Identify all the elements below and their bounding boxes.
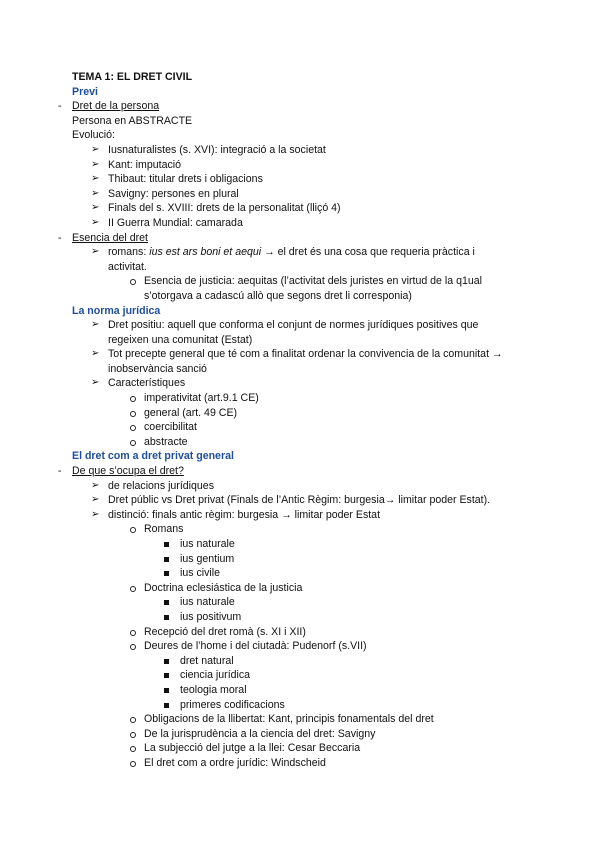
list-item [0,245,600,260]
square-bullet-icon [164,703,169,708]
list-item-text: Doctrina eclesiástica de la justicia [144,581,303,594]
list-item [0,216,600,231]
list-item-text: coercibilitat [144,421,197,434]
list-item [0,639,600,654]
circle-bullet-icon [130,440,136,446]
latin-maxim: ius est ars boni et aequi [149,246,262,259]
section-heading-dret-privat: El dret com a dret privat general [72,450,234,463]
list-item-text: Savigny: persones en plural [108,187,239,200]
arrow-bullet-icon: ➢ [91,202,100,214]
list-item: - Dret de la persona [58,100,160,113]
circle-bullet-icon [130,425,136,431]
circle-bullet-icon [130,586,136,592]
square-bullet-icon [164,557,169,562]
list-item [0,274,600,289]
arrow-bullet-icon: ➢ [91,377,100,389]
circle-bullet-icon [130,396,136,402]
text-line [0,114,600,129]
square-bullet-icon [164,615,169,620]
text-continuation [0,333,600,348]
arrow-bullet-icon: ➢ [91,508,100,520]
list-item [0,537,600,552]
list-item-text: primeres codificacions [180,698,285,711]
list-item [0,347,600,362]
text-continuation [0,260,600,275]
list-item-text: s’otorgava a cadascú allò que segons dret li corresponia) [144,289,412,302]
list-item: - De que s’ocupa el dret? [58,465,184,478]
list-item-text: Thibaut: titular drets i obligacions [108,173,263,186]
square-bullet-icon [164,673,169,678]
list-item-text: Característiques [108,377,186,390]
list-item [0,625,600,640]
list-item-text: imperativitat (art.9.1 CE) [144,392,259,405]
text-continuation [0,289,600,304]
section-heading-previ: Previ [72,85,98,98]
list-item-text: Kant: imputació [108,158,182,171]
list-item-text: inobservància sanció [108,362,207,375]
circle-bullet-icon [130,411,136,417]
list-item [0,172,600,187]
list-item [0,683,600,698]
list-item-text: Esencia de justicia: aequitas (l’activitat dels juristes en virtud de la q1ual [144,275,483,288]
arrow-bullet-icon: ➢ [91,216,100,228]
subheading-esencia-dret: Esencia del dret [72,231,148,244]
list-item [0,420,600,435]
section-heading-norma: La norma jurídica [72,304,161,317]
list-item-text: de relacions jurídiques [108,479,214,492]
text-line [0,128,600,143]
arrow-bullet-icon: ➢ [91,187,100,199]
list-item [0,595,600,610]
list-item [0,479,600,494]
circle-bullet-icon [130,746,136,752]
list-item-text: El dret com a ordre jurídic: Windscheid [144,756,326,769]
list-item [0,493,600,508]
list-item-text: ius civile [180,567,221,580]
arrow-bullet-icon: ➢ [91,143,100,155]
romans-rest: → el dret és una cosa que requeria pràctica i [261,246,475,259]
text-evolucio: Evolució: [72,129,115,142]
square-bullet-icon [164,688,169,693]
arrow-bullet-icon: ➢ [91,246,100,258]
list-item-text: Recepció del dret romà (s. XI i XII) [144,625,306,638]
arrow-bullet-icon: ➢ [91,348,100,360]
list-item-text [108,245,475,260]
list-item [0,201,600,216]
section-heading-line [0,304,600,319]
arrow-bullet-icon: ➢ [91,158,100,170]
list-item-text: Iusnaturalistes (s. XVI): integració a la societat [108,143,326,156]
list-item [0,741,600,756]
list-item-text: Tot precepte general que té com a finalitat ordenar la convivencia de la comunitat → [108,348,503,361]
list-item [0,610,600,625]
list-item [0,552,600,567]
list-item [0,654,600,669]
text-persona-abstracte: Persona en ABSTRACTE [72,114,193,127]
doc-title: TEMA 1: EL DRET CIVIL [72,71,193,83]
title-line [0,70,600,85]
square-bullet-icon [164,600,169,605]
circle-bullet-icon [130,717,136,723]
circle-bullet-icon [130,644,136,650]
list-item-text: regeixen una comunitat (Estat) [108,333,253,346]
list-item [0,698,600,713]
list-item [0,391,600,406]
circle-bullet-icon [130,630,136,636]
list-item-text: dret natural [180,654,234,667]
romans-label: romans: [108,246,150,259]
arrow-bullet-icon: ➢ [91,479,100,491]
list-item [0,756,600,771]
square-bullet-icon [164,542,169,547]
list-item [0,318,600,333]
list-item [0,581,600,596]
list-item [0,406,600,421]
square-bullet-icon [164,571,169,576]
list-item [0,712,600,727]
list-item [0,158,600,173]
section-heading-line [0,85,600,100]
list-item-text: ius positivum [180,610,242,623]
list-item-text: De la jurisprudència a la ciencia del dret: Savigny [144,727,376,740]
list-item [0,566,600,581]
section-heading-line [0,449,600,464]
subheading-dret-persona: Dret de la persona [72,100,160,113]
list-item-text: abstracte [144,435,188,448]
list-item [0,376,600,391]
list-item-text: Romans [144,523,184,536]
list-item-text: Dret positiu: aquell que conforma el conjunt de normes jurídiques positives que [108,319,479,332]
arrow-bullet-icon: ➢ [91,173,100,185]
list-item-text: II Guerra Mundial: camarada [108,216,243,229]
list-item [0,668,600,683]
circle-bullet-icon [130,732,136,738]
square-bullet-icon [164,659,169,664]
circle-bullet-icon [130,761,136,767]
list-item-text: ius naturale [180,538,235,550]
list-item [0,435,600,450]
list-item-text: Finals del s. XVIII: drets de la personalitat (lliçó 4) [108,202,341,215]
arrow-bullet-icon: ➢ [91,494,100,506]
arrow-bullet-icon: ➢ [91,319,100,331]
list-item-text: ciencia jurídica [180,669,251,682]
document-page [0,70,600,771]
list-item [0,187,600,202]
list-item [0,143,600,158]
subheading-de-que: De que s’ocupa el dret? [72,465,184,478]
list-item-text: ius naturale [180,596,235,609]
list-item-text: activitat. [108,260,147,273]
list-item [0,727,600,742]
list-item-text: Obligacions de la llibertat: Kant, principis fonamentals del dret [144,713,434,726]
list-item-text: Deures de l’home i del ciutadà: Pudenorf (s.VII) [144,640,367,653]
list-item-text: ius gentium [180,552,235,565]
list-item-text: general (art. 49 CE) [144,406,238,419]
text-continuation [0,362,600,377]
list-item: - Esencia del dret [58,231,148,244]
list-item-text: teologia moral [180,683,247,696]
circle-bullet-icon [130,527,136,533]
circle-bullet-icon [130,279,136,285]
list-item-text: La subjecció del jutge a la llei: Cesar Beccaria [144,742,361,755]
list-item [0,522,600,537]
list-item-text: Dret públic vs Dret privat (Finals de l’Antic Règim: burgesia→ limitar poder Estat). [108,494,491,507]
list-item [0,508,600,523]
list-item-text: distinció: finals antic règim: burgesia → limitar poder Estat [108,508,381,521]
